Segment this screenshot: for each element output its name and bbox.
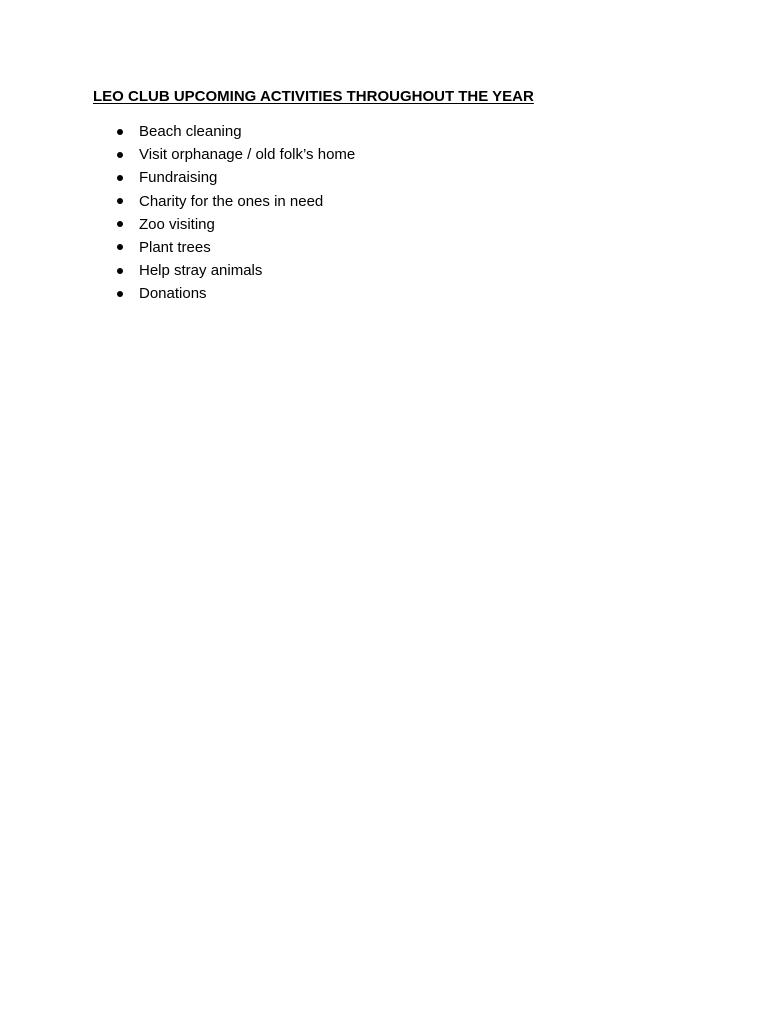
bullet-icon xyxy=(117,129,123,135)
activity-text: Visit orphanage / old folk’s home xyxy=(139,146,356,164)
activity-text: Fundraising xyxy=(139,169,218,187)
activity-text: Plant trees xyxy=(139,238,211,256)
activity-text: Charity for the ones in need xyxy=(139,192,324,210)
document-heading: LEO CLUB UPCOMING ACTIVITIES THROUGHOUT THE YEAR xyxy=(93,88,534,105)
bullet-icon xyxy=(117,175,123,181)
bullet-icon xyxy=(117,244,123,250)
activity-text: Donations xyxy=(139,285,207,303)
activity-text: Zoo visiting xyxy=(139,215,215,233)
bullet-icon xyxy=(117,221,123,227)
bullet-icon xyxy=(117,268,123,274)
activity-text: Help stray animals xyxy=(139,262,263,280)
bullet-icon xyxy=(117,291,123,297)
bullet-icon xyxy=(117,152,123,158)
bullet-icon xyxy=(117,198,123,204)
activity-text: Beach cleaning xyxy=(139,123,242,140)
